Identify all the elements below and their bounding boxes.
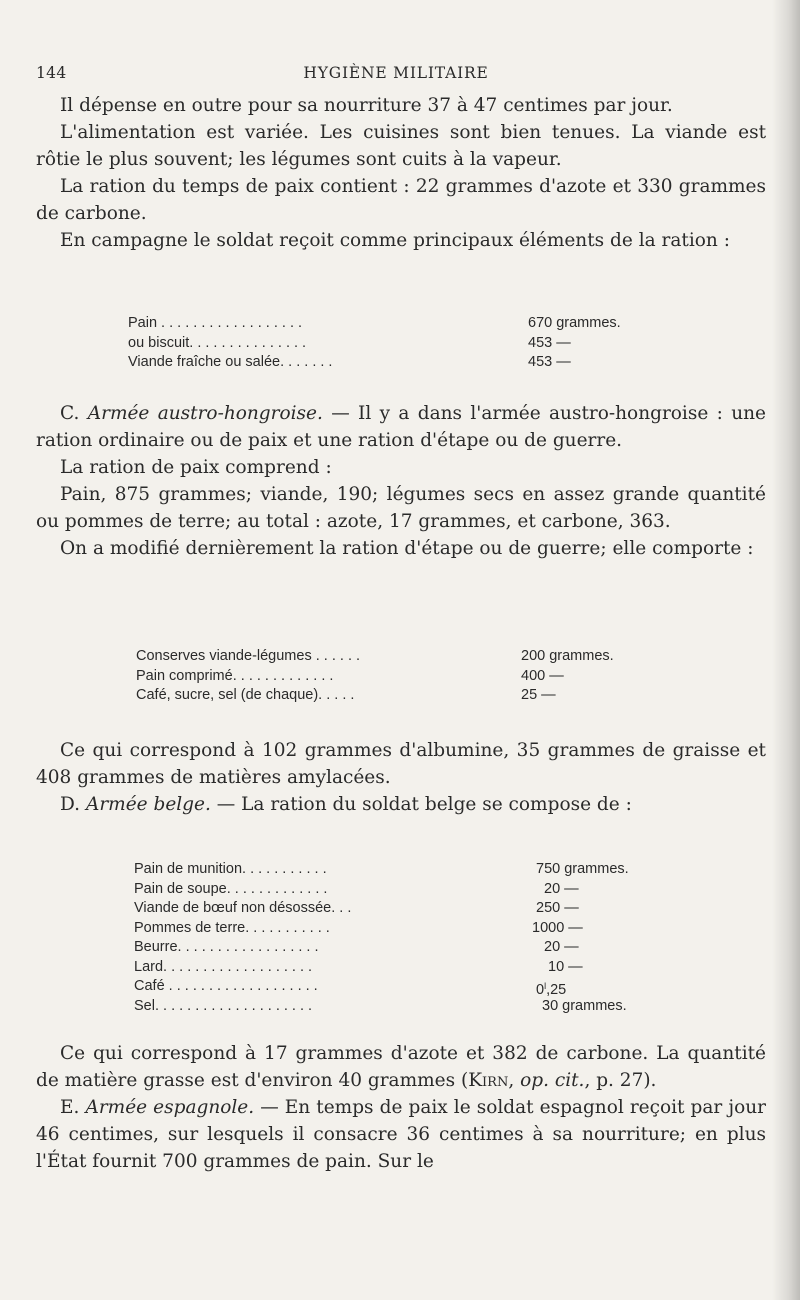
item-label: Pain de munition. . . . . . . . . . . — [134, 861, 327, 877]
paragraph: En campagne le soldat reçoit comme principaux éléments de la ration : — [60, 230, 730, 251]
paragraph: E. Armée espagnole. — En temps de paix le soldat espagnol reçoit par jour 46 centimes, sur lesquels il consacre 36 centimes à sa nourriture; en plus l'État fournit 700 grammes de pain. Sur le — [36, 1097, 766, 1172]
item-label: Lard. . . . . . . . . . . . . . . . . . . — [134, 958, 313, 975]
item-qty: 670 grammes. — [528, 315, 621, 331]
author-name: Kirn — [468, 1070, 509, 1091]
item-qty: 453 — — [528, 334, 571, 351]
page-edge-shadow — [772, 0, 800, 1300]
running-title: HYGIÈNE MILITAIRE — [303, 64, 489, 82]
item-qty: 1000 — — [532, 919, 583, 936]
paragraph: La ration de paix comprend : — [60, 457, 332, 478]
item-qty: 750 grammes. — [536, 861, 629, 877]
item-qty: 30 grammes. — [542, 997, 627, 1014]
running-head — [36, 64, 756, 86]
item-qty: 400 — — [521, 667, 564, 684]
item-qty: 20 — — [544, 880, 579, 897]
section-letter: E. — [60, 1097, 80, 1118]
item-label: Viande de bœuf non désossée. . . — [134, 900, 352, 916]
item-label: Sel. . . . . . . . . . . . . . . . . . . . — [134, 997, 313, 1014]
item-label: ou biscuit. . . . . . . . . . . . . . . — [128, 334, 307, 351]
section-e — [36, 1040, 766, 1175]
section-title: Armée espagnole. — [85, 1097, 255, 1118]
section-c — [36, 400, 766, 562]
item-label: Pain . . . . . . . . . . . . . . . . . . — [128, 315, 303, 331]
section-title: Armée austro-hongroise. — [87, 403, 323, 424]
section-d — [36, 737, 766, 818]
section-title: Armée belge. — [85, 794, 211, 815]
item-qty: 10 — — [548, 958, 583, 975]
item-label: Pain de soupe. . . . . . . . . . . . . — [134, 880, 328, 897]
paragraph: L'alimentation est variée. Les cuisines sont bien tenues. La viande est rôtie le plus souvent; les légumes sont cuits à la vapeur. — [36, 122, 766, 170]
paragraph: C. Armée austro-hongroise. — Il y a dans l'armée austro-hongroise : une ration ordinaire ou de paix et une ration d'étape ou de guerre. — [36, 403, 766, 451]
item-qty: 25 — — [521, 687, 556, 703]
citation: op. cit. — [520, 1070, 585, 1091]
paragraph: La ration du temps de paix contient : 22 grammes d'azote et 330 grammes de carbone. — [36, 176, 766, 224]
section-letter: D. — [60, 794, 81, 815]
item-label: Pain comprimé. . . . . . . . . . . . . — [136, 667, 334, 684]
intro-block — [36, 92, 766, 254]
item-qty: 200 grammes. — [521, 648, 614, 664]
item-qty: 250 — — [536, 900, 579, 916]
item-label: Conserves viande-légumes . . . . . . — [136, 648, 361, 664]
item-label: Café . . . . . . . . . . . . . . . . . . . — [134, 978, 318, 994]
paragraph: D. Armée belge. — La ration du soldat belge se compose de : — [60, 794, 632, 815]
paragraph: Pain, 875 grammes; viande, 190; légumes secs en assez grande quantité ou pommes de terre; au total : azote, 17 grammes, et carbone, 363. — [36, 484, 766, 532]
paragraph: Il dépense en outre pour sa nourriture 37 à 47 centimes par jour. — [60, 95, 673, 116]
paragraph: Ce qui correspond à 17 grammes d'azote et 382 de carbone. La quantité de matière grasse est d'environ 40 grammes (Kirn, op. cit., p. 27). — [36, 1043, 766, 1091]
item-label: Beurre. . . . . . . . . . . . . . . . . . — [134, 939, 319, 955]
item-qty: 20 — — [544, 939, 579, 955]
item-label: Café, sucre, sel (de chaque). . . . . — [136, 687, 355, 703]
paragraph: On a modifié dernièrement la ration d'étape ou de guerre; elle comporte : — [60, 538, 754, 559]
item-qty: 453 — — [528, 354, 571, 370]
section-letter: C. — [60, 403, 80, 424]
paragraph: Ce qui correspond à 102 grammes d'albumine, 35 grammes de graisse et 408 grammes de matières amylacées. — [36, 740, 766, 788]
page-number: 144 — [36, 64, 67, 82]
item-qty: 0$^l$,25 — [536, 981, 567, 998]
item-label: Pommes de terre. . . . . . . . . . . — [134, 919, 330, 936]
item-label: Viande fraîche ou salée. . . . . . . — [128, 354, 333, 370]
